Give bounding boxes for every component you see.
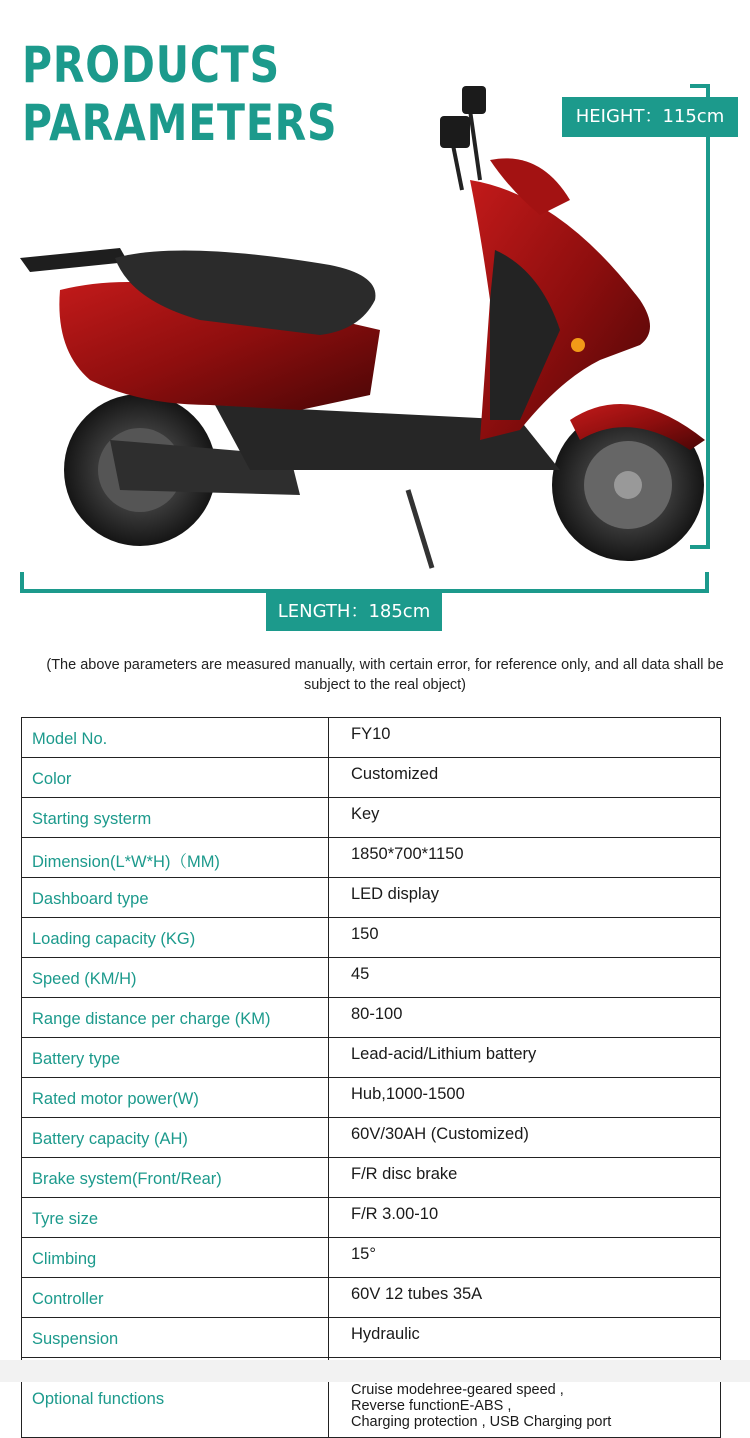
table-row [22,878,721,918]
spec-label: Loading capacity (KG) [22,918,329,958]
optional-line: Reverse functionE-ABS , [351,1397,512,1414]
length-line-cap-left [20,572,24,593]
spec-value: F/R 3.00-10 [329,1198,721,1238]
spec-value: 60V/30AH (Customized) [329,1118,721,1158]
table-row [22,1278,721,1318]
spec-label: Color [22,758,329,798]
spec-value: LED display [329,878,721,918]
spec-label: Dimension(L*W*H)（MM) [22,838,329,878]
table-row [22,1198,721,1238]
height-line-cap-bottom [690,545,710,549]
height-dimension-line [706,84,710,549]
table-row [22,1238,721,1278]
table-row [22,758,721,798]
spec-value: 150 [329,918,721,958]
parameters-table [21,717,721,1438]
spec-label: Range distance per charge (KM) [22,998,329,1038]
spec-label: Model No. [22,718,329,758]
spec-value: Key [329,798,721,838]
spec-value: 60V 12 tubes 35A [329,1278,721,1318]
spec-label: Battery capacity (AH) [22,1118,329,1158]
spec-value: 45 [329,958,721,998]
spec-value: FY10 [329,718,721,758]
spec-label: Climbing [22,1238,329,1278]
table-row [22,1158,721,1198]
spec-label: Tyre size [22,1198,329,1238]
spec-label: Brake system(Front/Rear) [22,1158,329,1198]
spec-label: Rated motor power(W) [22,1078,329,1118]
table-row [22,1078,721,1118]
measurement-disclaimer: (The above parameters are measured manually, with certain error, for reference only, and all data shall be subject to the real object) [46,657,724,693]
spec-value: 1850*700*1150 [329,838,721,878]
spec-label: Dashboard type [22,878,329,918]
spec-label: Optional functions [22,1358,329,1438]
spec-value: Hub,1000-1500 [329,1078,721,1118]
optional-line: Charging protection , USB Charging port [351,1413,612,1430]
table-row [22,918,721,958]
spec-value: Lead-acid/Lithium battery [329,1038,721,1078]
spec-label: Speed (KM/H) [22,958,329,998]
height-line-cap-top [690,84,710,88]
spec-value: 15° [329,1238,721,1278]
spec-value: 80-100 [329,998,721,1038]
spec-value: F/R disc brake [329,1158,721,1198]
table-row [22,838,721,878]
table-row [22,798,721,838]
table-row [22,958,721,998]
spec-label: Starting systerm [22,798,329,838]
spec-value: Customized [329,758,721,798]
height-label: HEIGHT：115cm [562,97,738,137]
table-row [22,1118,721,1158]
spec-label: Suspension [22,1318,329,1358]
title-line-2: PARAMETERS [22,94,338,152]
table-row [22,1318,721,1358]
table-row [22,1038,721,1078]
scooter-photo [0,70,750,590]
title-line-1: PRODUCTS [22,36,280,94]
table-row [22,718,721,758]
spec-value: Hydraulic [329,1318,721,1358]
table-row [22,998,721,1038]
bottom-strip [0,1360,750,1382]
optional-line: Cruise modehree-geared speed , [351,1381,564,1398]
length-line-cap-right [705,572,709,593]
length-label: LENGTH：185cm [266,593,442,631]
spec-label: Battery type [22,1038,329,1078]
spec-label: Controller [22,1278,329,1318]
